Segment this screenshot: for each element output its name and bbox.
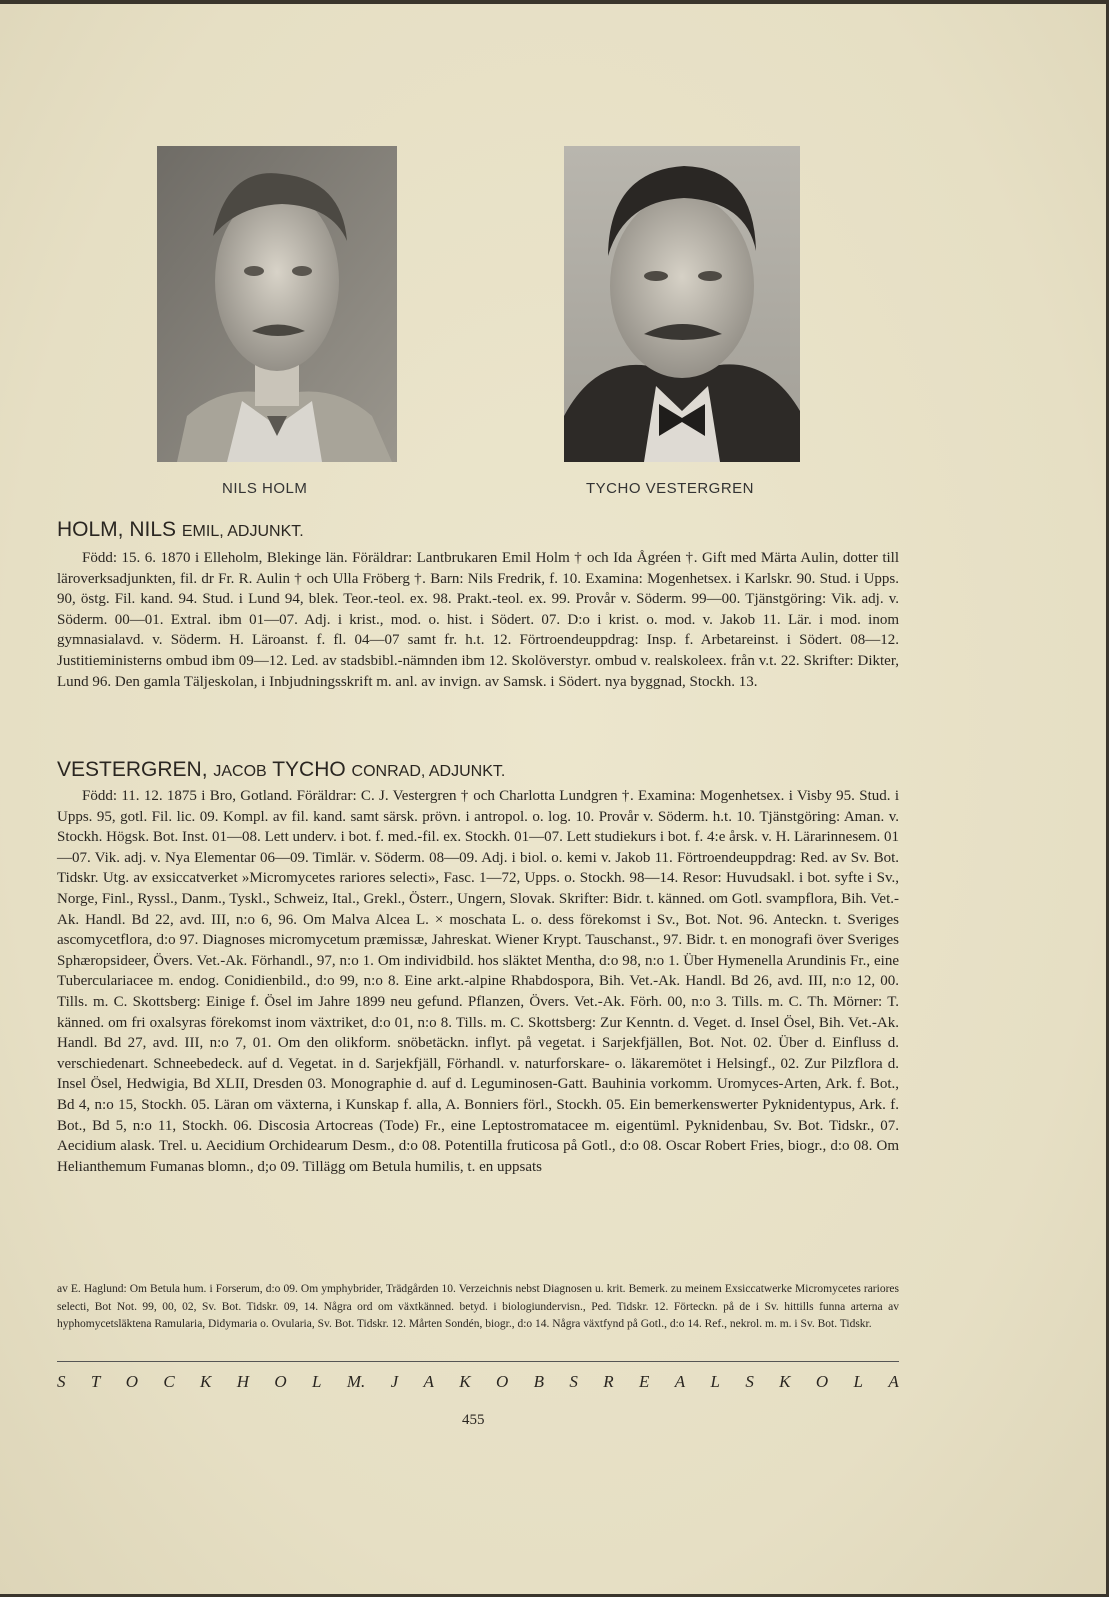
entry-text-vestergren: Född: 11. 12. 1875 i Bro, Gotland. Föräldrar: C. J. Vestergren † och Charlotta Lundgren †. Examina: Mogenhetsex. i Visby 95. Stud. i Upps. 95, gotl. Fil. lic. 09. Kompl. av fil. kand. samt särsk. prövn. i antropol. o. log. 10. Provår v. Söderm. h.t. 10. Tjänstgöring: Aman. v. Stockh. Högsk. Bot. Inst. 01—08. Lett underv. i bot. f. med.-fil. ex. Stockh. 01—07. Lett studiekurs i bot. f. 4:e årsk. v. H. Lärarinnesem. 01—07. Vik. adj. v. Nya Elementar 06—09. Timlär. v. Söderm. 08—09. Adj. i biol. o. kemi v. Jakob 11. Förtroendeuppdrag: Red. av Sv. Bot. Tidskr. Utg. av exsiccatverket »Micromycetes rariores selecti», Fasc. 1—72, Upps. o. Stockh. 98—14. Resor: Huvudsakl. i bot. syfte i Sv., Norge, Finl., Ryssl., Danm., Tyskl., Schweiz, Ital., Grekl., Österr., Ungern, Slovak. Skrifter: Bidr. t. känned. om Gotl. svampflora, Bih. Vet.-Ak. Handl. Bd 22, avd. III, n:o 6, 96. Om Malva Alcea L. × moschata L. o. dess förekomst i Sv., Bot. Not. 96. Anteckn. t. Sveriges ascomycetflora, d:o 97. Diagnoses micromycetum præmissæ, Jahreskat. Wiener Krypt. Tauschanst., 97. Bidr. t. en monografi över Sveriges Sphæropsideer, Övers. Vet.-Ak. Förhandl., 97, n:o 1. Om individbild. hos släktet Mentha, d:o 98, n:o 1. Über Hymenella Arundinis Fr., eine Tuberculariacee m. endog. Conidienbild., d:o 99, n:o 8. Eine arkt.-alpine Rhabdospora, Bih. Vet.-Ak. Handl. Bd 26, avd. III, n:o 12, 00. Tills. m. C. Skottsberg: Einige f. Ösel im Jahre 1899 neu gefund. Pflanzen, Övers. Vet.-Ak. Förh. 00, n:o 3. Tills. m. C. Th. Mörner: T. känned. om fri oxalsyras förekomst inom växtriket, d:o 01, n:o 8. Tills. m. C. Skottsberg: Zur Kenntn. d. Veget. d. Insel Ösel, Bih. Vet.-Ak. Handl. Bd 27, avd. III, n:o 7, 01. Om den olikform. snöbetäckn. inflyt. på vegetat. i Sarjekfjällen, Bot. Not. 02. Über d. Einfluss d. verschiedenart. Schneebedeck. auf d. Vegetat. in d. Sarjekfjäll, Förhandl. v. naturforskare- o. läkaremötet i Helsingf., 02. Zur Pilzflora d. Insel Ösel, Hedwigia, Bd XLII, Dresden 03. Monographie d. auf d. Leguminosen-Gatt. Bauhinia vorkomm. Uromyces-Arten, Ark. f. Bot., Bd 4, n:o 15, Stockh. 05. Läran om växterna, i Kunskap f. alla, A. Bonniers förl., Stockh. 05. Ein bemerkenswerter Pyknidentypus, Ark. f. Bot., Bd 5, n:o 11, Stockh. 06. Discosia Artocreas (Tode) Fr., eine Leptostromatacee m. eigentüml. Pyknidenbau, Sv. Bot. Tidskr., 07. Aecidium alask. Trel. u. Aecidium Orchidearum Desm., d:o 08. Potentilla fruticosa på Gotl., d:o 08. Oscar Robert Fries, biogr., d:o 08. Om Helianthemum Fumanas blomn., d;o 09. Tillägg om Betula humilis, t. en uppsats (57, 788, 899, 1175)
footer-letter: R (603, 1372, 614, 1391)
footer-letter: B (533, 1372, 545, 1391)
entry-name: HOLM, NILS (57, 518, 177, 541)
entry-heading-holm (57, 518, 304, 542)
caption-tycho-vestergren: TYCHO VESTERGREN (586, 480, 755, 497)
footer-letter: A (674, 1372, 686, 1391)
footer-letter: K (779, 1372, 791, 1391)
entry-text-holm: Född: 15. 6. 1870 i Elleholm, Blekinge län. Föräldrar: Lantbrukaren Emil Holm † och Ida Ågréen †. Gift med Märta Aulin, dotter till läroverksadjunkten, fil. dr Fr. R. Aulin † och Ulla Fröberg †. Barn: Nils Fredrik, f. 10. Examina: Mogenhetsex. i Karlskr. 90. Stud. i Upps. 90, östg. Fil. kand. 94. Stud. i Lund 94, blek. Teor.-teol. ex. 98. Prakt.-teol. ex. 99. Provår v. Söderm. 99—00. Tjänstgöring: Vik. adj. v. Söderm. 00—01. Extral. ibm 01—07. Adj. i krist., mod. o. hist. i Södert. 07. D:o i krist. o. mod. v. Jakob 11. Lär. i mod. inom gymnasialavd. v. Söderm. H. Läroanst. f. fl. 04—07 samt fr. h.t. 12. Förtroendeuppdrag: Insp. f. Arbetareinst. i Södert. 08—12. Justitieministerns ombud ibm 09—12. Led. av stadsbibl.-nämnden ibm 12. Skolöverstyr. ombud v. realskoleex. från v.t. 22. Skrifter: Dikter, Lund 96. Den gamla Täljeskolan, i Inbjudningsskrift m. anl. av invign. av Samsk. i Södert. nya byggnad, Stockh. 13. (57, 550, 899, 690)
entry-name-rest: EMIL, ADJUNKT. (181, 523, 304, 540)
footer-letter: E (638, 1372, 650, 1391)
page-number: 455 (462, 1412, 485, 1428)
entry-name-rest: CONRAD, ADJUNKT. (351, 763, 506, 780)
footer-letter: K (459, 1372, 471, 1391)
caption-nils-holm: NILS HOLM (222, 480, 308, 497)
footer-letter: L (853, 1372, 863, 1391)
footer-letter: S (745, 1372, 754, 1391)
entry-text-small: av E. Haglund: Om Betula hum. i Forserum, d:o 09. Om ymphybrider, Trädgården 10. Verzeichnis nebst Diagnosen u. krit. Bemerk. zu meinem Exsiccatwerke Micromycetes rariores selecti, Bot Not. 99, 00, 02, Sv. Bot. Tidskr. 09, 14. Några ord om växtkänned. betyd. i biologiundervisn., Ped. Tidskr. 12. Förteckn. på de i Sv. hittills funna arterna av hyphomycetsläktena Ramularia, Didymaria o. Ovularia, Sv. Bot. Tidskr. 12. Mårten Sondén, biogr., d:o 14. Några växtfynd på Gotl., d:o 14. Ref., nekrol. m. m. i Sv. Bot. Tidskr. (57, 1283, 899, 1330)
footer-letter: A (888, 1372, 899, 1391)
entry-name-part: JACOB (213, 763, 267, 780)
entry-name: VESTERGREN, (57, 758, 208, 781)
footer-letter: O (815, 1372, 829, 1391)
footer-letter: O (495, 1372, 509, 1391)
portrait-nils-holm (157, 146, 397, 462)
entry-heading-vestergren (57, 758, 505, 782)
footer-letter: S (57, 1372, 66, 1391)
footer-letter: L (710, 1372, 720, 1391)
portrait-tycho-vestergren (564, 146, 800, 462)
footer-letter: A (423, 1372, 434, 1391)
footer-rule (57, 1361, 899, 1362)
footer-letter: T (90, 1372, 101, 1391)
footer-letter: K (200, 1372, 212, 1391)
footer-letter: S (569, 1372, 578, 1391)
top-border (0, 0, 1109, 4)
footer-school-name (57, 1372, 899, 1392)
entry-name-part: TYCHO (272, 758, 346, 781)
footer-letter: C (163, 1372, 175, 1391)
footer-letter: O (274, 1372, 287, 1391)
footer-letter: J (390, 1372, 399, 1391)
footer-letter: M. (346, 1372, 366, 1391)
footer-letter: O (125, 1372, 138, 1391)
footer-letter: L (312, 1372, 322, 1391)
footer-letter: H (236, 1372, 250, 1391)
